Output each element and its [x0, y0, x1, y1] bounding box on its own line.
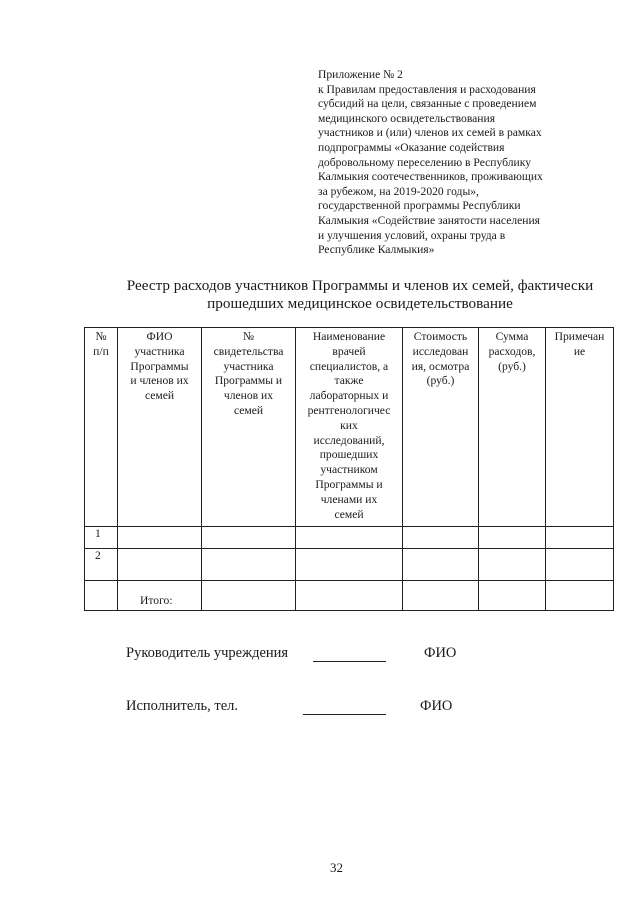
- appendix-line: медицинского освидетельствования: [318, 111, 496, 125]
- table-cell: [403, 527, 479, 549]
- table-header-row: [85, 328, 614, 527]
- table-row: [85, 527, 614, 549]
- appendix-line: за рубежом, на 2019-2020 годы»,: [318, 184, 479, 198]
- table-cell: [479, 581, 546, 611]
- document-title: [80, 277, 639, 313]
- title-line-1: Реестр расходов участников Программы и членов их семей, фактически: [126, 277, 594, 294]
- expense-registry-table: [84, 327, 614, 611]
- header-cell-certificate: № свидетельства участника Программы и членов их семей: [202, 328, 296, 527]
- table-cell: [202, 581, 296, 611]
- table-cell: [118, 527, 202, 549]
- title-line-2: прошедших медицинское освидетельствование: [207, 295, 513, 312]
- appendix-line: добровольному переселению в Республику: [318, 155, 531, 169]
- executor-fio: ФИО: [420, 698, 453, 714]
- table-cell: [296, 549, 403, 581]
- appendix-line: субсидий на цели, связанные с проведением: [318, 97, 537, 111]
- appendix-line: и улучшения условий, охраны труда в: [318, 228, 506, 242]
- header-cell-examinations: Наименование врачей специалистов, а также лабораторных и рентгенологичес ких исследований, прошедших участником Программы и членами их семей: [296, 328, 403, 527]
- row-number: 1: [85, 527, 118, 549]
- appendix-line: Калмыкия соотечественников, проживающих: [318, 170, 543, 184]
- table-cell: [479, 527, 546, 549]
- header-cell-number: № п/п: [85, 328, 118, 527]
- page-number: 32: [330, 860, 343, 875]
- table-cell: [546, 581, 614, 611]
- table-cell: [202, 527, 296, 549]
- table-cell: [546, 549, 614, 581]
- appendix-line: государственной программы Республики: [318, 199, 521, 213]
- header-cell-cost: Стоимость исследован ия, осмотра (руб.): [403, 328, 479, 527]
- table-cell: [296, 581, 403, 611]
- executor-label: Исполнитель, тел.: [126, 698, 238, 714]
- header-cell-note: Примечан ие: [546, 328, 614, 527]
- head-signature-line: [313, 661, 386, 662]
- appendix-line: подпрограммы «Оказание содействия: [318, 140, 505, 154]
- head-label: Руководитель учреждения: [126, 645, 289, 661]
- table-cell: [85, 581, 118, 611]
- appendix-line: Приложение № 2: [318, 68, 403, 81]
- appendix-line: Калмыкия «Содействие занятости населения: [318, 213, 541, 227]
- header-cell-fio: ФИО участника Программы и членов их семей: [118, 328, 202, 527]
- appendix-line: к Правилам предоставления и расходования: [318, 82, 536, 96]
- table-cell: [403, 549, 479, 581]
- table-cell: [403, 581, 479, 611]
- table-row: [85, 549, 614, 581]
- appendix-line: участников и (или) членов их семей в рамках: [318, 126, 542, 140]
- table-cell: [546, 527, 614, 549]
- total-row: [85, 581, 614, 611]
- header-cell-sum: Сумма расходов, (руб.): [479, 328, 546, 527]
- row-number: 2: [85, 549, 118, 581]
- head-fio: ФИО: [424, 645, 457, 661]
- executor-signature-line: [303, 714, 386, 715]
- table-cell: [118, 549, 202, 581]
- appendix-block: [318, 68, 608, 258]
- table-cell: [479, 549, 546, 581]
- appendix-line: Республике Калмыкия»: [318, 243, 435, 257]
- table-cell: [296, 527, 403, 549]
- total-label: Итого:: [118, 581, 202, 611]
- table-cell: [202, 549, 296, 581]
